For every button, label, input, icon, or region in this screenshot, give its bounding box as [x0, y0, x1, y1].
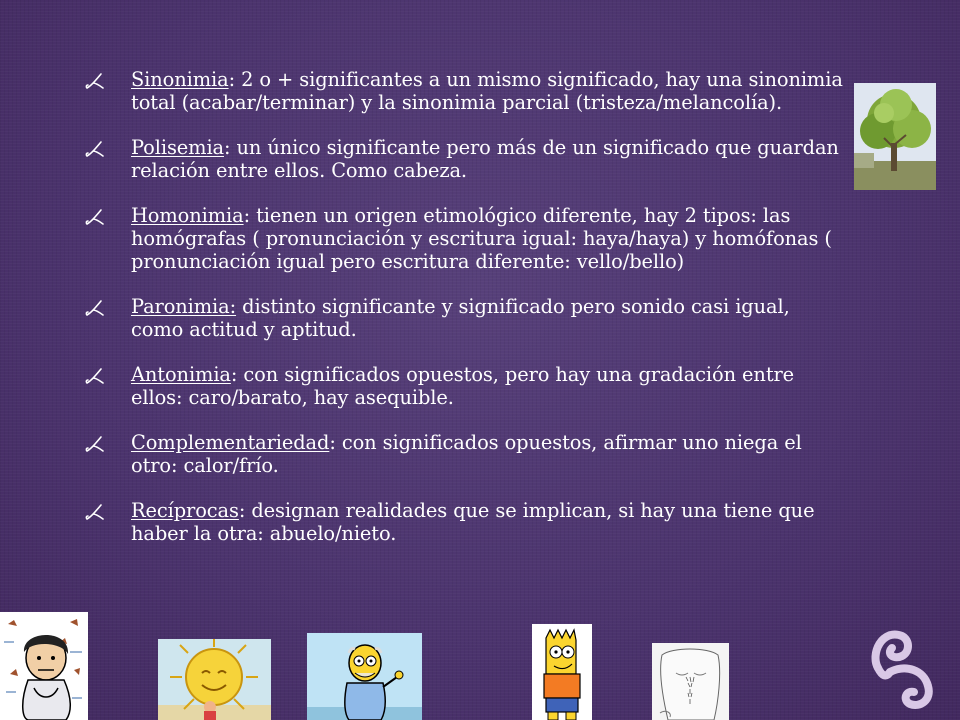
bullet-swirl-icon	[84, 367, 106, 385]
bullet-swirl-icon	[84, 435, 106, 453]
bullet-homonimia	[84, 204, 844, 273]
bullet-sinonimia	[84, 68, 844, 114]
definition-paronimia: distinto significante y significado pero sonido casi igual, como actitud y aptitud.	[131, 295, 790, 341]
definition-reciprocas: : designan realidades que se implican, si hay una tiene que haber la otra: abuelo/nieto.	[131, 499, 815, 545]
term-sinonimia: Sinonimia	[131, 68, 229, 91]
tree-photo	[854, 83, 936, 190]
bullet-list	[84, 68, 844, 567]
term-polisemia: Polisemia	[131, 136, 225, 159]
definition-polisemia: : un único significante pero más de un significado que guardan relación entre ellos. Como cabeza.	[131, 136, 839, 182]
sun-cartoon	[158, 639, 271, 720]
grandpa-cartoon	[307, 633, 422, 720]
cold-cartoon	[0, 612, 88, 720]
definition-sinonimia: : 2 o + significantes a un mismo significado, hay una sinonimia total (acabar/terminar) y la sinonimia parcial (tristeza/melancolía).	[131, 68, 843, 114]
bullet-complementariedad	[84, 431, 844, 477]
corner-swirl-icon	[866, 620, 946, 712]
term-paronimia: Paronimia:	[131, 295, 237, 318]
definition-antonimia: : con significados opuestos, pero hay una gradación entre ellos: caro/barato, hay asequible.	[131, 363, 795, 409]
bullet-swirl-icon	[84, 208, 106, 226]
definition-homonimia: : tienen un origen etimológico diferente, hay 2 tipos: las homógrafas ( pronunciación y escritura igual: haya/haya) y homófonas ( pronunciación igual pero escritura diferente: vello/bello)	[131, 204, 832, 273]
hairy-chest-drawing	[652, 643, 729, 720]
term-homonimia: Homonimia	[131, 204, 244, 227]
term-antonimia: Antonimia	[131, 363, 231, 386]
bullet-swirl-icon	[84, 299, 106, 317]
bullet-swirl-icon	[84, 72, 106, 90]
bullet-paronimia	[84, 295, 844, 341]
bullet-reciprocas	[84, 499, 844, 545]
bullet-swirl-icon	[84, 503, 106, 521]
term-complementariedad: Complementariedad	[131, 431, 330, 454]
term-reciprocas: Recíprocas	[131, 499, 239, 522]
bullet-swirl-icon	[84, 140, 106, 158]
bart-cartoon	[532, 624, 592, 720]
bullet-antonimia	[84, 363, 844, 409]
bullet-polisemia	[84, 136, 844, 182]
definition-complementariedad: : con significados opuestos, afirmar uno niega el otro: calor/frío.	[131, 431, 802, 477]
